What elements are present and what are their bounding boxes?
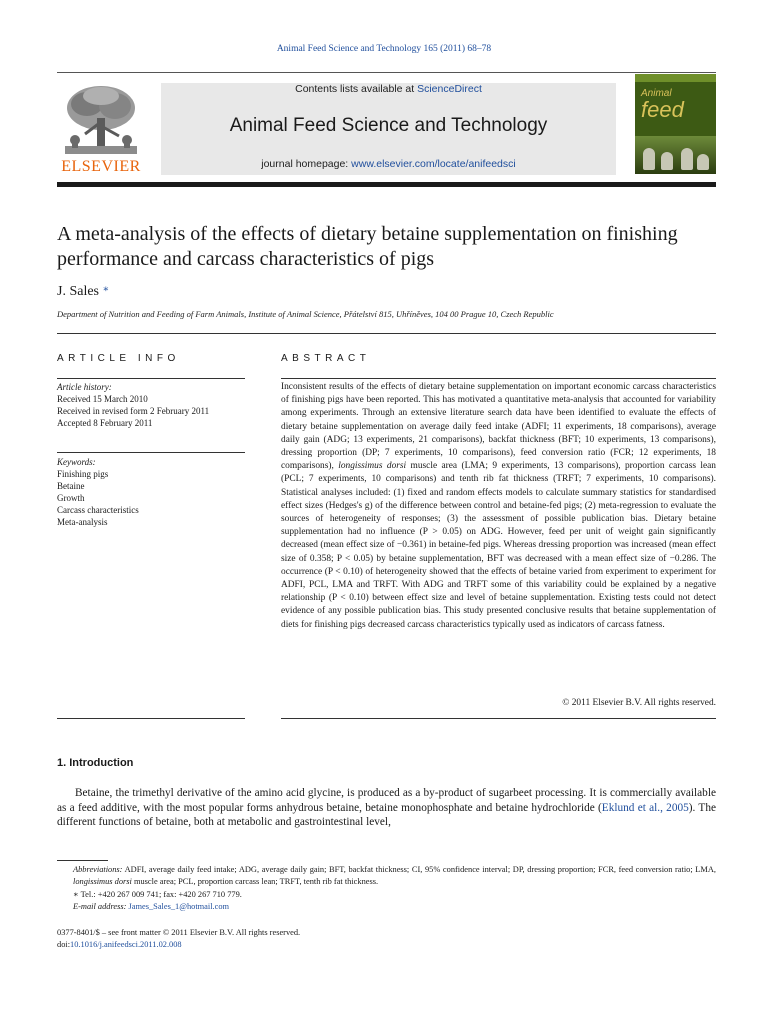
doi-line xyxy=(57,939,300,951)
elsevier-wordmark[interactable]: ELSEVIER xyxy=(61,158,141,175)
abbreviations-text-1: ADFI, average daily feed intake; ADG, average daily gain; BFT, backfat thickness; CI, 95% confidence interval; DP, dressing proportion; FCR, feed conversion ratio; LMA, xyxy=(122,865,716,874)
accepted-date: Accepted 8 February 2011 xyxy=(57,418,153,428)
contents-line xyxy=(161,83,616,95)
doi-link[interactable]: 10.1016/j.anifeedsci.2011.02.008 xyxy=(70,940,182,950)
homepage-prefix: journal homepage: xyxy=(261,158,352,170)
citation-link[interactable]: Eklund et al., 2005 xyxy=(601,801,689,814)
article-info-bottom-rule xyxy=(57,718,245,719)
journal-cover-thumbnail[interactable] xyxy=(635,74,716,174)
keyword-item: Meta-analysis xyxy=(57,517,108,527)
abstract-top-rule xyxy=(281,378,716,379)
journal-title: Animal Feed Science and Technology xyxy=(229,115,548,136)
front-matter-text: 0377-8401/$ – see front matter © 2011 Elsevier B.V. All rights reserved. xyxy=(57,928,301,937)
author-line xyxy=(57,284,109,300)
abstract-heading: ABSTRACT xyxy=(281,353,371,364)
abbreviations-text-2: muscle area; PCL, proportion carcass lean; TRFT, tenth rib fat thickness. xyxy=(131,877,379,887)
keywords-label: Keywords: xyxy=(57,457,96,467)
intro-text-1: Betaine, the trimethyl derivative of the amino acid glycine, is produced as a by-product of sugarbeet processing. It is commercially available as a feed additive, with the most popular forms anhydrous betaine, betaine monophosphate and betaine hydrochloride ( xyxy=(57,787,716,814)
keyword-item: Carcass characteristics xyxy=(57,505,139,515)
article-info-heading: ARTICLE INFO xyxy=(57,353,180,364)
keywords-block xyxy=(57,456,245,528)
intro-text-2: ). The different functions of betaine, both at metabolic and gastrointestinal level, xyxy=(57,801,716,829)
cover-title-line-1: Animal xyxy=(641,88,672,99)
front-matter-block xyxy=(57,927,300,952)
abbreviations-italic: longissimus dorsi xyxy=(73,877,132,887)
cover-top-band xyxy=(635,74,716,82)
journal-citation[interactable]: Animal Feed Science and Technology 165 (2011) 68–78 xyxy=(276,44,492,54)
affiliation-divider xyxy=(57,333,716,334)
abstract-copyright: © 2011 Elsevier B.V. All rights reserved. xyxy=(562,698,716,708)
header-thick-divider xyxy=(57,182,716,187)
email-label: E-mail address: xyxy=(73,902,127,912)
footnote-divider xyxy=(57,860,108,861)
received-date: Received 15 March 2010 xyxy=(57,394,148,404)
abstract-text-1: Inconsistent results of the effects of dietary betaine supplementation on important economic carcass characteristics of finishing pigs have been reported. This has motivated a quantitative meta-analysis that accounted for variability among experiments. Through an extensive literature search data have been identified to evaluate the effects of dietary betaine supplementation on average daily feed intake (ADFI; 11 experiments, 18 comparisons), average daily gain (ADG; 13 experiments, 21 comparisons), backfat thickness (BFT; 10 experiments, 13 comparisons), dressing proportion (DP; 7 experiments, 10 comparisons), feed conversion ratio (FCR; 12 experiments, 18 comparisons), xyxy=(281,382,716,472)
top-divider xyxy=(57,72,716,73)
abbreviations-label: Abbreviations: xyxy=(73,865,123,874)
doi-label: doi: xyxy=(57,940,71,950)
corresponding-author-mark[interactable]: ∗ xyxy=(102,284,110,295)
contents-prefix: Contents lists available at xyxy=(295,83,418,95)
article-title: A meta-analysis of the effects of dietary betaine supplementation on finishing performance and carcass characteristics of pigs xyxy=(57,223,678,270)
abstract-body xyxy=(281,381,716,632)
cover-title xyxy=(641,88,684,120)
abstract-text-2: muscle area (LMA; 9 experiments, 13 comparisons), proportion carcass lean (PCL; 7 experiments, 10 comparisons) and tenth rib fat thickness (TRFT; 7 experiments, 10 comparisons). Statistical analyses included: (1) fixed and random effects models to calculate summary statistics for standardised effect sizes (Hedges's g) of the difference between control and betaine-fed pigs; (2) meta-regression to evaluate the sources of heterogeneity of responses; (3) the assessment of possible publication bias. Dietary betaine supplementation had no influence (P > 0.05) on ADG. However, feed per unit of weight gain significantly decreased (mean effect size of −0.361) in betaine-fed pigs. Whereas dressing proportion was increased (mean effect size of 0.358; P < 0.05) by betaine supplementation, BFT was decreased with a mean effect size of −0.286. The occurrence (P < 0.10) of heterogeneity showed that the effects of betaine varied from experiment to experiment for ADFI, PCL, LMA and TRFT. With ADG and TRFT some of this variability could be explained by a negative relationship (P < 0.10) between effect size and level of betaine supplementation. Existing tests could not detect evidence of any possible publication bias. This study presented conclusive results that betaine supplementation of diets for finishing pigs decreased carcass characteristics typically used as indicators of carcass fatness. xyxy=(281,461,716,630)
keyword-item: Growth xyxy=(57,493,85,503)
email-link[interactable]: James_Sales_1@hotmail.com xyxy=(128,902,230,912)
abstract-italic-term: longissimus dorsi xyxy=(338,461,407,472)
homepage-line xyxy=(161,158,616,170)
abbreviations-note xyxy=(57,864,716,889)
abstract-bottom-rule xyxy=(281,718,716,719)
introduction-body xyxy=(57,786,716,830)
keyword-item: Finishing pigs xyxy=(57,469,109,479)
author-affiliation: Department of Nutrition and Feeding of Farm Animals, Institute of Animal Science, Přátelství 815, Uhříněves, 104 00 Prague 10, Czech Republic xyxy=(57,309,554,319)
cover-title-line-2: feed xyxy=(641,97,684,122)
journal-homepage-link[interactable]: www.elsevier.com/locate/anifeedsci xyxy=(351,158,516,170)
contact-note xyxy=(57,889,716,901)
journal-header-panel xyxy=(161,83,616,175)
article-info-mid-rule xyxy=(57,452,245,453)
article-history xyxy=(57,381,245,429)
author-name[interactable]: J. Sales xyxy=(57,284,99,299)
contact-phone-fax: Tel.: +420 267 009 741; fax: +420 267 710 779. xyxy=(78,889,242,899)
footnotes xyxy=(57,864,716,914)
keyword-item: Betaine xyxy=(57,481,85,491)
cover-photo xyxy=(635,136,716,174)
sciencedirect-link[interactable]: ScienceDirect xyxy=(417,83,482,95)
introduction-heading: 1. Introduction xyxy=(57,757,134,769)
email-note xyxy=(57,901,716,913)
article-info-top-rule xyxy=(57,378,245,379)
history-label: Article history: xyxy=(57,382,112,392)
revised-date: Received in revised form 2 February 2011 xyxy=(57,406,210,416)
corresponding-mark: ∗ xyxy=(73,889,79,899)
